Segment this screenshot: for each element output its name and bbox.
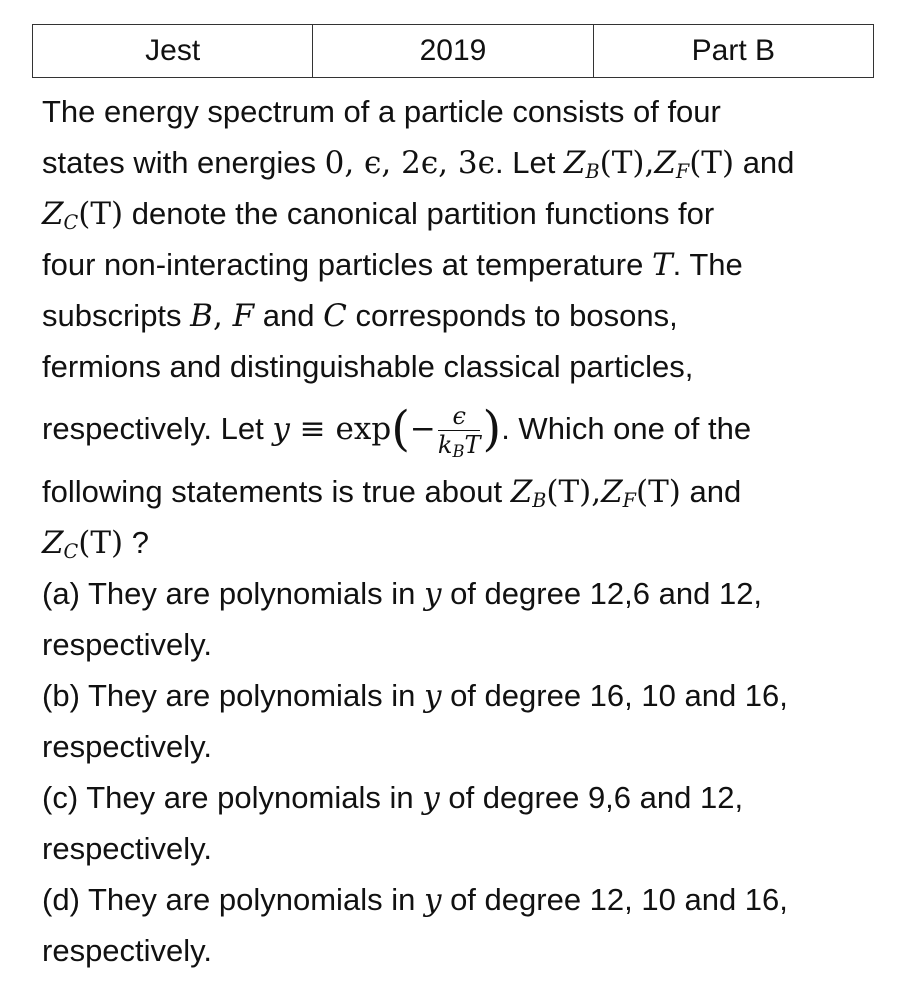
question-line-8: following statements is true about $Z_B(T),Z_F(T)$ and (42, 474, 742, 512)
header-year: 2019 (313, 25, 593, 78)
question-line-3: $Z_C(T)$ denote the canonical partition functions for (42, 196, 715, 234)
question-line-6: fermions and distinguishable classical particles, (42, 349, 694, 384)
option-a-cont: respectively. (42, 627, 212, 662)
header-part: Part B (593, 25, 873, 78)
question-line-5: subscripts B, F and C corresponds to bosons, (42, 298, 678, 334)
header-row (33, 25, 874, 78)
option-a: (a) They are polynomials in y of degree 12,6 and 12, (42, 576, 763, 612)
question-line-4: four non-interacting particles at temperature T. The (42, 247, 743, 283)
option-b-cont: respectively. (42, 729, 212, 764)
question-line-2: states with energies 0, ϵ, 2ϵ, 3ϵ. Let $Z_B(T),Z_F(T)$ and (42, 145, 795, 183)
z-f-math: $Z_F$ (654, 145, 690, 183)
header-exam: Jest (33, 25, 313, 78)
question-line-9: $Z_C(T)$ ? (42, 525, 149, 563)
option-d: (d) They are polynomials in y of degree 12, 10 and 16, (42, 882, 788, 918)
option-d-cont: respectively. (42, 933, 212, 968)
z-c-math: $Z_C$ (42, 196, 79, 234)
option-c-cont: respectively. (42, 831, 212, 866)
option-c: (c) They are polynomials in y of degree 9,6 and 12, (42, 780, 744, 816)
z-b-math: $Z_B$ (563, 145, 600, 183)
temperature-math: T (651, 247, 673, 283)
exponent-fraction: $\frac{\epsilon}{k_BT}$ (437, 402, 481, 462)
question-line-1: The energy spectrum of a particle consists of four (42, 94, 721, 129)
question-line-7: respectively. Let y ≡ exp(− $\frac{\epsilon}{k_BT}$ ). Which one of the (42, 401, 752, 462)
question-body (42, 86, 902, 976)
energies-math: 0, ϵ, 2ϵ, 3ϵ (324, 145, 495, 181)
header-table (32, 24, 874, 78)
option-b: (b) They are polynomials in y of degree 16, 10 and 16, (42, 678, 788, 714)
